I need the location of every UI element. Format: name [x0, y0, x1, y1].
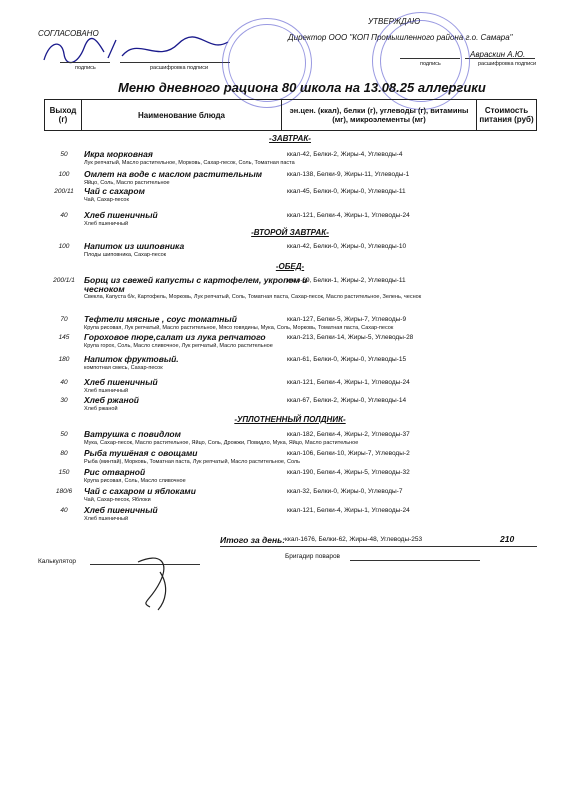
menu-item-nutrients: ккал-127, Белки-5, Жиры-7, Углеводы-9: [287, 316, 407, 323]
menu-item-nutrients: ккал-69, Белки-1, Жиры-2, Углеводы-11: [287, 277, 406, 284]
total-nutrients: ккал-1676, Белки-62, Жиры-48, Углеводы-253: [285, 536, 423, 543]
menu-item-qty: 200/11: [54, 188, 74, 195]
menu-item-ingredients: компотная смесь, Сахар-песок: [84, 365, 163, 371]
menu-item-ingredients: Хлеб пшеничный: [84, 388, 129, 394]
approval-left-label: СОГЛАСОВАНО: [38, 29, 99, 38]
menu-item-qty: 40: [60, 507, 68, 514]
menu-item-nutrients: ккал-182, Белки-4, Жиры-2, Углеводы-37: [287, 431, 410, 438]
menu-item-qty: 200/1/1: [53, 277, 75, 284]
menu-item-qty: 80: [60, 450, 68, 457]
page-title: Меню дневного рациона 80 школа на 13.08.25 аллергики: [118, 80, 486, 95]
menu-item-ingredients: Крупа рисовая, Соль, Масло сливочное: [84, 478, 186, 484]
header-qty: Выход (г): [45, 100, 82, 131]
footer-chef: Бригадир поваров: [285, 553, 341, 560]
header-dish: Наименование блюда: [82, 100, 282, 131]
menu-item-ingredients: Яйцо, Соль, Масло растительное: [84, 180, 170, 186]
header-nutrients: эн.цен. (ккал), белки (г), углеводы (г), витамины (мг), микроэлементы (мг): [282, 100, 477, 131]
menu-item-name: Омлет на воде с маслом растительным: [84, 169, 263, 179]
menu-item-name: Рыба тушёная с овощами: [84, 448, 198, 458]
menu-item-name: Хлеб пшеничный: [84, 505, 158, 515]
menu-item-ingredients: Мука, Сахар-песок, Масло растительное, Яйцо, Соль, Дрожжи, Повидло, Мука, Яйцо, Масло растительное: [84, 440, 359, 446]
menu-item-qty: 180/6: [55, 488, 73, 495]
footer-calculator: Калькулятор: [38, 558, 77, 565]
right-decode-sub: расшифровка подписи: [478, 61, 537, 67]
menu-item-ingredients: Крупа горох, Соль, Масло сливочное, Лук репчатый, Масло растительное: [84, 343, 273, 349]
menu-item-name: Тефтели мясные , соус томатный: [84, 314, 237, 324]
menu-item-name: Напиток из шиповника: [84, 241, 185, 251]
menu-item-nutrients: ккал-121, Белки-4, Жиры-1, Углеводы-24: [287, 379, 410, 386]
left-decode-line: [120, 62, 230, 63]
menu-item-qty: 40: [60, 212, 68, 219]
menu-item-nutrients: ккал-32, Белки-0, Жиры-0, Углеводы-7: [287, 488, 403, 495]
menu-item-qty: 180: [58, 356, 70, 363]
left-sign-sub: подпись: [75, 65, 96, 71]
menu-item-nutrients: ккал-45, Белки-0, Жиры-0, Углеводы-11: [287, 188, 406, 195]
menu-item-name: Борщ из свежей капусты с картофелем, укропом и чесноком: [84, 275, 308, 294]
menu-item-qty: 145: [58, 334, 70, 341]
meal-heading: -ВТОРОЙ ЗАВТРАК-: [251, 228, 329, 237]
menu-item-name: Хлеб ржаной: [84, 395, 139, 405]
approval-right-label: УТВЕРЖДАЮ: [368, 17, 421, 26]
menu-item-nutrients: ккал-67, Белки-2, Жиры-0, Углеводы-14: [287, 397, 407, 404]
menu-item-name: Гороховое пюре,салат из лука репчатого: [84, 332, 266, 342]
menu-item-ingredients: Плоды шиповника, Сахар-песок: [84, 252, 167, 258]
total-label: Итого за день:: [220, 535, 286, 545]
menu-item-nutrients: ккал-121, Белки-4, Жиры-1, Углеводы-24: [287, 507, 410, 514]
approval-right-name: Авраскин А.Ю.: [470, 50, 526, 59]
meal-heading: -ОБЕД-: [275, 262, 305, 271]
total-line: [220, 546, 537, 547]
menu-item-nutrients: ккал-138, Белки-9, Жиры-11, Углеводы-1: [287, 171, 410, 178]
menu-item-ingredients: Хлеб пшеничный: [84, 516, 129, 522]
menu-item-nutrients: ккал-106, Белки-10, Жиры-7, Углеводы-2: [287, 450, 410, 457]
menu-item-name: Чай с сахаром и яблоками: [84, 486, 196, 496]
menu-item-name: Напиток фруктовый.: [84, 354, 179, 364]
meal-heading: -УПЛОТНЕННЫЙ ПОЛДНИК-: [234, 415, 346, 424]
menu-item-qty: 40: [60, 379, 68, 386]
menu-item-nutrients: ккал-121, Белки-4, Жиры-1, Углеводы-24: [287, 212, 410, 219]
menu-item-name: Рис отварной: [84, 467, 146, 477]
menu-item-ingredients: Лук репчатый, Масло растительное, Морковь, Сахар-песок, Соль, Томатная паста: [84, 160, 295, 166]
menu-item-ingredients: Рыба (минтай), Морковь, Томатная паста, Лук репчатый, Масло растительное, Соль: [84, 459, 300, 465]
right-decode-line: [465, 58, 535, 59]
menu-item-nutrients: ккал-61, Белки-0, Жиры-0, Углеводы-15: [287, 356, 407, 363]
menu-item-name: Хлеб пшеничный: [84, 377, 158, 387]
menu-item-name: Чай с сахаром: [84, 186, 145, 196]
menu-item-ingredients: Свекла, Капуста б/к, Картофель, Морковь, Лук репчатый, Соль, Томатная паста, Сахар-песок, Масло растительное, Зелень, чеснок: [84, 294, 422, 300]
meal-heading: -ЗАВТРАК-: [269, 134, 311, 143]
header-price: Стоимость питания (руб): [477, 100, 537, 131]
menu-item-nutrients: ккал-42, Белки-0, Жиры-0, Углеводы-10: [287, 243, 407, 250]
menu-item-qty: 70: [60, 316, 68, 323]
left-sign-line: [60, 62, 110, 63]
menu-item-ingredients: Чай, Сахар-песок, Яблоки: [84, 497, 151, 503]
menu-item-qty: 100: [58, 243, 70, 250]
menu-item-nutrients: ккал-42, Белки-2, Жиры-4, Углеводы-4: [287, 151, 403, 158]
menu-item-qty: 30: [60, 397, 68, 404]
menu-item-ingredients: Хлеб пшеничный: [84, 221, 129, 227]
menu-item-ingredients: Крупа рисовая, Лук репчатый, Масло растительное, Мясо говядины, Мука, Соль, Морковь, Томатная паста, Сахар-песок: [84, 325, 394, 331]
menu-item-qty: 100: [58, 171, 70, 178]
signature-calculator: [130, 552, 190, 612]
menu-item-ingredients: Хлеб ржаной: [84, 406, 118, 412]
menu-item-nutrients: ккал-213, Белки-14, Жиры-5, Углеводы-28: [287, 334, 414, 341]
menu-item-name: Ватрушка с повидлом: [84, 429, 181, 439]
right-sign-sub: подпись: [420, 61, 441, 67]
menu-table-header: [44, 99, 537, 131]
chef-line: [350, 560, 480, 561]
left-decode-sub: расшифровка подписи: [150, 65, 209, 71]
menu-item-name: Икра морковная: [84, 149, 153, 159]
menu-item-ingredients: Чай, Сахар-песок: [84, 197, 129, 203]
menu-item-qty: 150: [58, 469, 70, 476]
menu-item-name: Хлеб пшеничный: [84, 210, 158, 220]
approval-right-title: Директор ООО "КОП Промышленного района г.о. Самара": [288, 33, 513, 42]
total-price: 210: [500, 534, 515, 544]
menu-item-qty: 50: [60, 151, 68, 158]
menu-item-nutrients: ккал-190, Белки-4, Жиры-5, Углеводы-32: [287, 469, 410, 476]
menu-item-qty: 50: [60, 431, 68, 438]
